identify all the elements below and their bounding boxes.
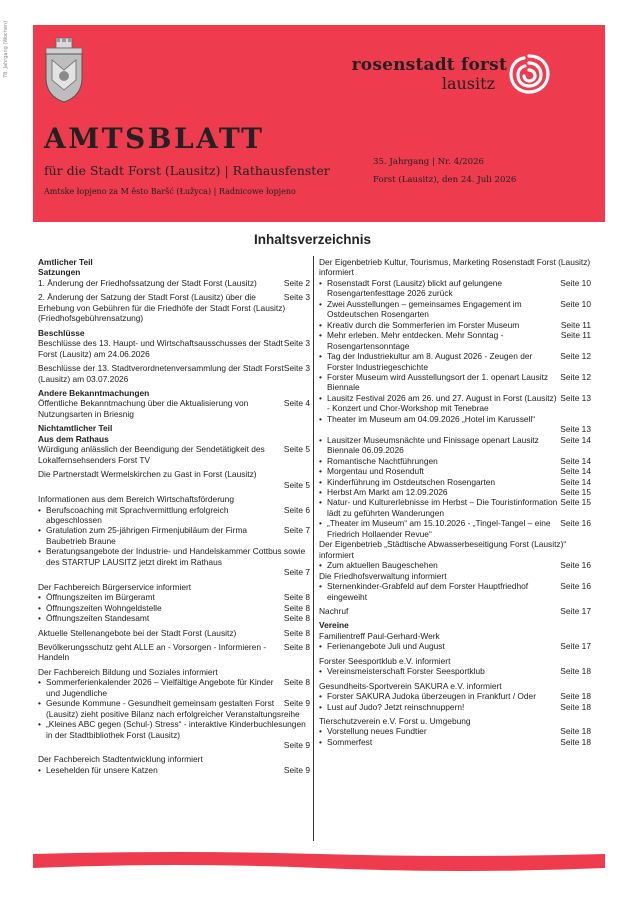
toc-bullet-entry[interactable]	[38, 546, 310, 577]
toc-entry[interactable]	[38, 363, 310, 384]
page-subtitle: für die Stadt Forst (Lausitz) | Rathausfenster	[44, 163, 330, 178]
entry-text: Vereinsmeisterschaft Forster Seesportklub	[327, 666, 485, 677]
page-ref: • Seite 8	[283, 613, 310, 624]
page-ref: • Seite 16	[560, 581, 591, 592]
page-ref: • Seite 17	[560, 641, 591, 652]
toc-bullet-entry[interactable]	[38, 698, 310, 719]
entry-text: 1. Änderung der Friedhofssatzung der Stadt Forst (Lausitz)	[38, 277, 257, 288]
toc-right-column	[319, 257, 591, 747]
entry-text: „Theater im Museum“ am 15.10.2026 - „Tingel-Tangel – eine Friedrich Hollaender Revue“	[327, 518, 551, 539]
section-heading: Amtlicher Teil	[38, 257, 93, 267]
page-ref: • Seite 8	[283, 592, 310, 603]
entry-text: Forster Museum wird Ausstellungsort der 1. openart Lausitz Biennale	[327, 371, 549, 393]
page-ref: Seite 3	[283, 338, 310, 349]
page-ref: • Seite 9	[283, 698, 310, 709]
toc-title: Inhaltsverzeichnis	[253, 232, 372, 247]
page-ref: Seite 5	[283, 479, 310, 490]
page-ref: Seite 8	[283, 641, 310, 652]
toc-bullet-entry[interactable]	[319, 702, 591, 712]
toc-bullet-entry[interactable]	[319, 414, 591, 435]
page-subline: Amtske łopjeno za M ěsto Baršć (Łužyca) | Radnicowe łopjeno	[44, 187, 296, 196]
page-ref: • Seite 16	[560, 518, 591, 529]
page-ref: • Seite 18	[560, 736, 591, 747]
page-ref: • Seite 13	[560, 392, 591, 403]
toc-entry[interactable]	[38, 642, 310, 663]
page-ref: Seite 7	[283, 567, 310, 578]
toc-bullet-entry[interactable]	[319, 477, 591, 487]
section-intro: Der Fachbereich Bildung und Soziales informiert	[38, 666, 218, 677]
toc-entry[interactable]	[38, 278, 310, 288]
section-intro: Forster Seesportklub e.V. informiert	[319, 655, 451, 666]
entry-text: Würdigung anlässlich der Beendigung der Sendetätigkeit des Lokalfernsehsenders Forst TV	[38, 444, 265, 465]
section-heading: Vereine	[319, 620, 349, 631]
entry-text: Beschlüsse der 13. Stadtverordnetenversammlung der Stadt Forst (Lausitz) am 03.07.2026	[38, 363, 284, 384]
page-ref: • Seite 10	[560, 277, 591, 288]
toc-left-column	[38, 257, 310, 775]
section-intro: Der Fachbereich Stadtentwicklung informiert	[38, 754, 203, 765]
page-ref: • Seite 8	[283, 602, 310, 613]
toc-bullet-entry[interactable]	[38, 525, 310, 546]
toc-bullet-entry[interactable]	[319, 330, 591, 351]
toc-bullet-entry[interactable]	[319, 320, 591, 330]
entry-text: Beschlüsse des 13. Haupt- und Wirtschaftsausschusses der Stadt Forst (Lausitz) am 24.06.2026	[38, 338, 283, 359]
entry-text: Theater im Museum am 04.09.2026 „Hotel im Karussell“	[327, 413, 536, 424]
section-intro: Informationen aus dem Bereich Wirtschaftsförderung	[38, 494, 234, 505]
toc-bullet-entry[interactable]	[38, 719, 310, 750]
toc-bullet-entry[interactable]	[319, 487, 591, 497]
section-intro: Gesundheits-Sportverein SAKURA e.V. informiert	[319, 680, 502, 691]
entry-text: Die Partnerstadt Wermelskirchen zu Gast in Forst (Lausitz)	[38, 469, 257, 480]
toc-bullet-entry[interactable]	[319, 351, 591, 372]
brand-line-2: lausitz	[441, 74, 495, 93]
bottom-wave-band	[33, 850, 605, 874]
entry-text: Öffnungszeiten im Bürgeramt	[46, 592, 155, 603]
page-ref: • Seite 11	[560, 330, 591, 341]
toc-bullet-entry[interactable]	[319, 372, 591, 393]
page-ref: • Seite 15	[560, 486, 591, 497]
toc-entry[interactable]	[38, 338, 310, 359]
section-heading: Aus dem Rathaus	[38, 433, 109, 444]
page-ref: • Seite 10	[560, 298, 591, 309]
page-ref: • Seite 9	[283, 764, 310, 775]
page-ref: Seite 8	[283, 627, 310, 638]
entry-text: Öffnungszeiten Wohngeldstelle	[46, 602, 162, 613]
entry-text: Gratulation zum 25-jährigen Firmenjubiläum der Firma Baubetrieb Braune	[46, 525, 248, 546]
page-ref: • Seite 7	[283, 525, 310, 536]
coat-of-arms-icon	[42, 36, 86, 104]
toc-bullet-entry[interactable]	[38, 613, 310, 623]
page-title: AMTSBLATT	[44, 122, 265, 155]
entry-text: Bevölkerungsschutz geht ALLE an - Vorsorgen - Informieren - Handeln	[38, 641, 267, 663]
entry-text: Beratungsangebote der Industrie- und Handelskammer Cottbus sowie des STARTUP LAUSITZ jetzt direkt im Rathaus	[46, 546, 306, 567]
brand-logo-text	[339, 55, 507, 93]
toc-bullet-entry[interactable]	[319, 666, 591, 676]
entry-text: Herbst Am Markt am 12.09.2026	[327, 486, 448, 497]
entry-text: Öffnungszeiten Standesamt	[46, 613, 150, 624]
page-ref: Seite 3	[283, 363, 310, 374]
entry-text: Natur- und Kulturerlebnisse im Herbst – Die Touristinformation lädt zu geführten Wanderungen	[327, 497, 558, 518]
entry-text: Aktuelle Stellenangebote bei der Stadt Forst (Lausitz)	[38, 627, 237, 638]
toc-bullet-entry[interactable]	[38, 765, 310, 775]
page-ref: • Seite 11	[560, 319, 591, 330]
section-heading: Satzungen	[38, 267, 81, 278]
toc-bullet-entry[interactable]	[38, 505, 310, 526]
brand-line-1: rosenstadt forst	[351, 55, 507, 75]
page-ref: • Seite 14	[560, 434, 591, 445]
entry-text: Kreativ durch die Sommerferien im Forster Museum	[327, 319, 520, 330]
entry-text: Sommerfest	[327, 736, 373, 747]
toc-bullet-entry[interactable]	[319, 691, 591, 701]
entry-text: „Kleines ABC gegen (Schul-) Stress“ - interaktive Kinderbuchlesungen in der Stadtbibliothek Forst (Lausitz)	[46, 719, 306, 740]
entry-text: Zum aktuellen Baugeschehen	[327, 560, 438, 571]
entry-text: Mehr erleben. Mehr entdecken. Mehr Sonntag - Rosengartensonntage	[327, 330, 504, 351]
page-ref: Seite 5	[283, 444, 310, 455]
entry-text: Lust auf Judo? Jetzt reinschnuppern!	[327, 701, 465, 712]
page-ref: Seite 13	[560, 424, 591, 435]
section-intro: Familientreff Paul-Gerhard-Werk	[319, 630, 440, 641]
section-intro: Der Eigenbetrieb „Städtische Abwasserbeseitigung Forst (Lausitz)“ informiert	[319, 539, 567, 560]
entry-text: Tag der Industriekultur am 8. August 2026 - Zeugen der Forster Industriegeschichte	[327, 351, 533, 372]
toc-bullet-entry[interactable]	[319, 641, 591, 651]
entry-text: Lausitz Festival 2026 am 26. und 27. August in Forst (Lausitz) - Konzert und Chor-Workshop mit Tenebrae	[327, 392, 557, 414]
section-intro: Der Fachbereich Bürgerservice informiert	[38, 581, 192, 592]
rose-logo-icon	[506, 50, 552, 96]
page-ref: • Seite 8	[283, 677, 310, 688]
toc-entry[interactable]	[319, 606, 591, 616]
toc-entry[interactable]	[38, 628, 310, 638]
side-note	[3, 8, 13, 78]
toc-entry[interactable]	[38, 292, 310, 323]
section-heading: Beschlüsse	[38, 327, 85, 338]
entry-text: Rosenstadt Forst (Lausitz) blickt auf gelungene Rosengartenfesttage 2026 zurück	[327, 277, 503, 299]
toc-bullet-entry[interactable]	[319, 560, 591, 570]
toc-bullet-entry[interactable]	[319, 466, 591, 476]
toc-bullet-entry[interactable]	[319, 737, 591, 747]
toc-bullet-entry[interactable]	[38, 592, 310, 602]
toc-bullet-entry[interactable]	[319, 518, 591, 539]
toc-bullet-entry[interactable]	[319, 726, 591, 736]
toc-bullet-entry[interactable]	[319, 435, 591, 456]
toc-bullet-entry[interactable]	[319, 299, 591, 320]
entry-text: Kinderführung im Ostdeutschen Rosengarten	[327, 476, 496, 487]
entry-text: Nachruf	[319, 605, 349, 616]
entry-text: Romantische Nachtführungen	[327, 455, 438, 466]
page-ref: Seite 3	[283, 292, 310, 303]
toc-bullet-entry[interactable]	[319, 456, 591, 466]
page-ref: • Seite 18	[560, 726, 591, 737]
entry-text: Sommerferienkalender 2026 – Vielfältige Angebote für Kinder und Jugendliche	[46, 677, 274, 698]
page-ref: • Seite 18	[560, 666, 591, 677]
entry-text: Vorstellung neues Fundtier	[327, 726, 427, 737]
issue-date: Forst (Lausitz), den 24. Juli 2026	[373, 175, 517, 185]
page-ref: • Seite 12	[560, 371, 591, 382]
entry-text: Sternenkinder-Grabfeld auf dem Forster Hauptfriedhof eingeweiht	[327, 581, 529, 602]
toc-bullet-entry[interactable]	[38, 677, 310, 698]
toc-entry[interactable]	[38, 398, 310, 419]
section-heading: Nichtamtlicher Teil	[38, 423, 113, 434]
page-ref: • Seite 18	[560, 701, 591, 712]
toc-bullet-entry[interactable]	[319, 581, 591, 602]
section-intro: Die Friedhofsverwaltung informiert	[319, 570, 447, 581]
page-ref: • Seite 16	[560, 560, 591, 571]
side-note-text: 78. Jahrgang (Wochen)	[3, 20, 9, 78]
toc-bullet-entry[interactable]	[319, 497, 591, 518]
page-ref: • Seite 14	[560, 455, 591, 466]
entry-text: Zwei Ausstellungen – gemeinsames Engagement im Ostdeutschen Rosengarten	[327, 298, 522, 320]
issue-meta	[373, 156, 516, 192]
entry-text: Morgentau und Rosenduft	[327, 466, 424, 477]
page-ref: • Seite 6	[283, 504, 310, 515]
toc-entry[interactable]	[38, 444, 310, 465]
entry-text: Lesehelden für unsere Katzen	[46, 764, 158, 775]
section-intro: Der Eigenbetrieb Kultur, Tourismus, Marketing Rosenstadt Forst (Lausitz) informiert	[319, 257, 591, 278]
section-intro: Tierschutzverein e.V. Forst u. Umgebung	[319, 716, 471, 727]
entry-text: 2. Änderung der Satzung der Stadt Forst (Lausitz) über die Erhebung von Gebühren für die Friedhöfe der Stadt Forst (Lausitz) (Friedhofsgebührensatzung)	[38, 292, 286, 324]
page-ref: • Seite 12	[560, 351, 591, 362]
page-ref: Seite 9	[283, 740, 310, 751]
entry-text: Lausitzer Museumsnächte und Finissage openart Lausitz Biennale 06.09.2026	[327, 434, 539, 456]
toc-entry[interactable]	[38, 469, 310, 490]
section-heading: Andere Bekanntmachungen	[38, 387, 150, 398]
entry-text: Forster SAKURA Judoka überzeugen in Frankfurt / Oder	[327, 691, 537, 702]
page-ref: Seite 2	[283, 277, 310, 288]
page-ref: • Seite 15	[560, 497, 591, 508]
page-ref: • Seite 14	[560, 476, 591, 487]
toc-bullet-entry[interactable]	[38, 603, 310, 613]
entry-text: Ferienangebote Juli und August	[327, 641, 445, 652]
issue-number: 35. Jahrgang | Nr. 4/2026	[373, 157, 485, 167]
toc-bullet-entry[interactable]	[319, 393, 591, 414]
toc-bullet-entry[interactable]	[319, 278, 591, 299]
entry-text: Öffentliche Bekanntmachung über die Aktualisierung von Nutzungsarten in Briesnig	[38, 398, 249, 419]
page-ref: • Seite 14	[560, 466, 591, 477]
entry-text: Gesunde Kommune - Gesundheit gemeinsam gestalten Forst (Lausitz) zieht positive Bilanz nach erfolgreicher Veranstaltungsreihe	[46, 698, 300, 719]
page-ref: Seite 4	[283, 398, 310, 409]
page-ref: Seite 17	[560, 605, 591, 616]
page-ref: • Seite 18	[560, 691, 591, 702]
entry-text: Berufscoaching mit Sprachvermittlung erfolgreich abgeschlossen	[46, 504, 229, 525]
column-divider	[313, 256, 314, 841]
